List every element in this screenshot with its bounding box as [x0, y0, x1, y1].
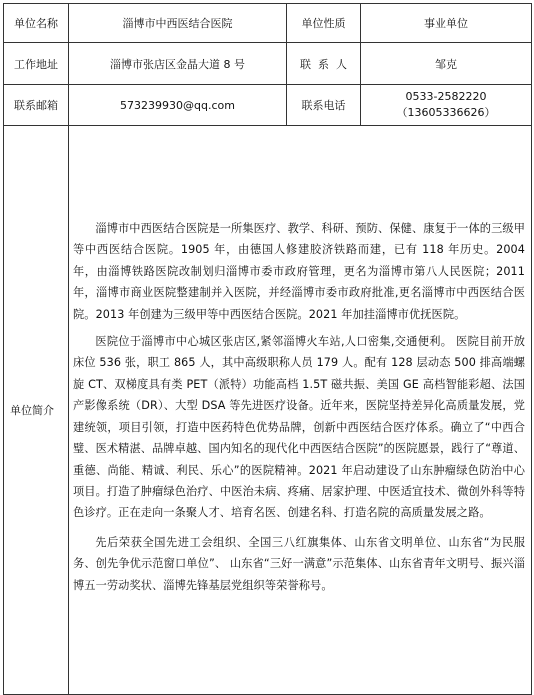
- work-address-value: 淄博市张店区金晶大道 8 号: [69, 43, 287, 85]
- contact-person-label: 联 系 人: [287, 43, 361, 85]
- intro-paragraph-1: 淄博市中西医结合医院是一所集医疗、教学、科研、预防、保健、康复于一体的三级甲等中西医结合医院。1905 年，由德国人修建胶济铁路而建，已有 118 年历史。2004 年，由淄博铁路医院改制划归淄博市委市政府管理，更名为淄博市第八人民医院；2011 年，淄博市商业医院整建制并入医院，并经淄博市委市政府批准,更名淄博市中西医结合医院。2013 年创建为三级甲等中西医结合医院。2021 年加挂淄博市优抚医院。: [73, 222, 525, 321]
- unit-name-label: 单位名称: [4, 4, 69, 43]
- intro-paragraph-2: 医院位于淄博市中心城区张店区,紧邻淄博火车站,人口密集,交通便利。 医院目前开放床位 536 张，职工 865 人，其中高级职称人员 179 人。配有 128 层动态 500 排高端螺旋 CT、双梯度具有类 PET（派特）功能高档 1.5T 磁共振、美国 GE 高档智能彩超、法国产影像系统（DR）、大型 DSA 等先进医疗设备。近年来，医院坚持差异化高质量发展，党建统领，项目引领，打造中医药特色优势品牌，创新中西医结合医疗体系。确立了“中西合璧、医术精湛、品牌卓越、国内知名的现代化中西医结合医院”的医院愿景，践行了“尊道、重德、尚能、精诚、利民、乐心”的医院精神。2021 年启动建设了山东肿瘤绿色防治中心项目。打造了肿瘤绿色治疗、中医治未病、疼痛、居家护理、中医适宜技术、微创外科等特色诊疗。正在走向一条聚人才、培育名医、创建名科、打造名院的高质量发展之路。: [73, 335, 526, 520]
- table-row-intro: [4, 126, 532, 695]
- table-row: [4, 85, 532, 126]
- unit-name-value: 淄博市中西医结合医院: [69, 4, 287, 43]
- hospital-info-table: [3, 3, 532, 695]
- unit-type-label: 单位性质: [287, 4, 361, 43]
- contact-person-value: 邹克: [361, 43, 532, 85]
- intro-content: [69, 126, 532, 695]
- table-row: [4, 4, 532, 43]
- contact-phone-value: [361, 85, 532, 126]
- work-address-label: 工作地址: [4, 43, 69, 85]
- intro-label: 单位简介: [4, 126, 69, 695]
- contact-email-value: 573239930@qq.com: [69, 85, 287, 126]
- intro-paragraph-3: 先后荣获全国先进工会组织、全国三八红旗集体、山东省文明单位、山东省“为民服务、创先争优示范窗口单位”、 山东省“三好一满意”示范集体、山东省青年文明号、振兴淄博五一劳动奖状、淄博先锋基层党组织等荣誉称号。: [73, 535, 525, 592]
- contact-phone-label: 联系电话: [287, 85, 361, 126]
- table-row: [4, 43, 532, 85]
- mobile-number: （13605336626）: [396, 106, 496, 119]
- contact-email-label: 联系邮箱: [4, 85, 69, 126]
- unit-type-value: 事业单位: [361, 4, 532, 43]
- phone-number: 0533-2582220: [405, 90, 487, 103]
